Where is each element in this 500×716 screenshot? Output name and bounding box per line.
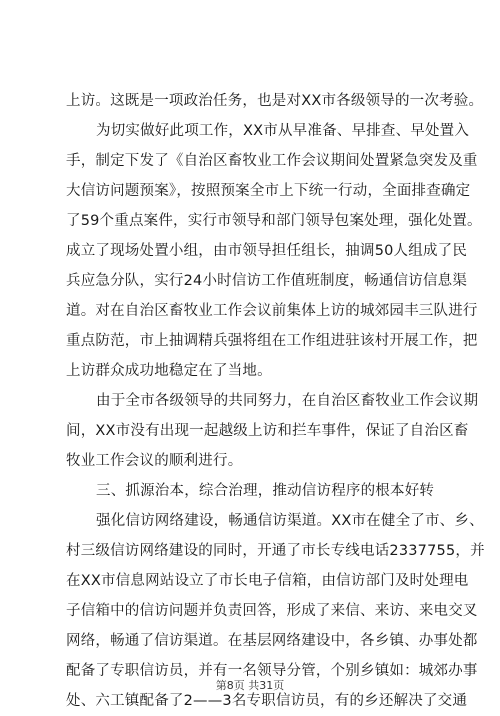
text-line: 处、六工镇配备了2——3名专职信访员，有的乡还解决了交通 — [66, 693, 468, 709]
document-body — [66, 86, 485, 716]
text-line: 上访群众成功地稳定在了当地。 — [66, 363, 272, 379]
text-line: 道。对在自治区畜牧业工作会议前集体上访的城郊园丰三队进行 — [66, 303, 478, 319]
text-line: 兵应急分队，实行24小时信访工作值班制度，畅通信访信息渠 — [66, 273, 468, 289]
section-heading: 三、抓源治本，综合治理，推动信访程序的根本好转 — [96, 483, 435, 499]
text-line: 间，XX市没有出现一起越级上访和拦车事件，保证了自治区畜 — [66, 423, 469, 439]
paragraph-start: 为切实做好此项工作，XX市从早准备、早排查、早处置入 — [96, 123, 470, 139]
text-line: 手，制定下发了《自治区畜牧业工作会议期间处置紧急突发及重 — [66, 153, 478, 169]
text-line: 牧业工作会议的顺利进行。 — [66, 453, 243, 469]
text-line: 大信访问题预案》，按照预案全市上下统一行动，全面排查确定 — [66, 183, 471, 199]
text-line: 上访。这既是一项政治任务，也是对XX市各级领导的一次考验。 — [66, 93, 484, 109]
page-number-footer: 第8页 共31页 — [215, 679, 285, 692]
text-line: 网络，畅通了信访渠道。在基层网络建设中，各乡镇、办事处都 — [66, 633, 478, 649]
paragraph-start: 由于全市各级领导的共同努力，在自治区畜牧业工作会议期 — [96, 393, 479, 409]
paragraph-start: 强化信访网络建设，畅通信访渠道。XX市在健全了市、乡、 — [96, 513, 484, 529]
text-line: 重点防范，市上抽调精兵强将组在工作组进驻该村开展工作，把 — [66, 333, 478, 349]
text-line: 子信箱中的信访问题并负责回答，形成了来信、来访、来电交叉 — [66, 603, 478, 619]
text-line: 成立了现场处置小组，由市领导担任组长，抽调50人组成了民 — [66, 243, 468, 259]
text-line: 村三级信访网络建设的同时，开通了市长专线电话2337755，并 — [66, 543, 485, 559]
text-line: 在XX市信息网站设立了市长电子信箱，由信访部门及时处理电 — [66, 573, 469, 589]
text-line: 了59个重点案件，实行市领导和部门领导包案处理，强化处置。 — [66, 213, 482, 229]
text-line: 配备了专职信访员，并有一名领导分管，个别乡镇如：城郊办事 — [66, 663, 478, 679]
